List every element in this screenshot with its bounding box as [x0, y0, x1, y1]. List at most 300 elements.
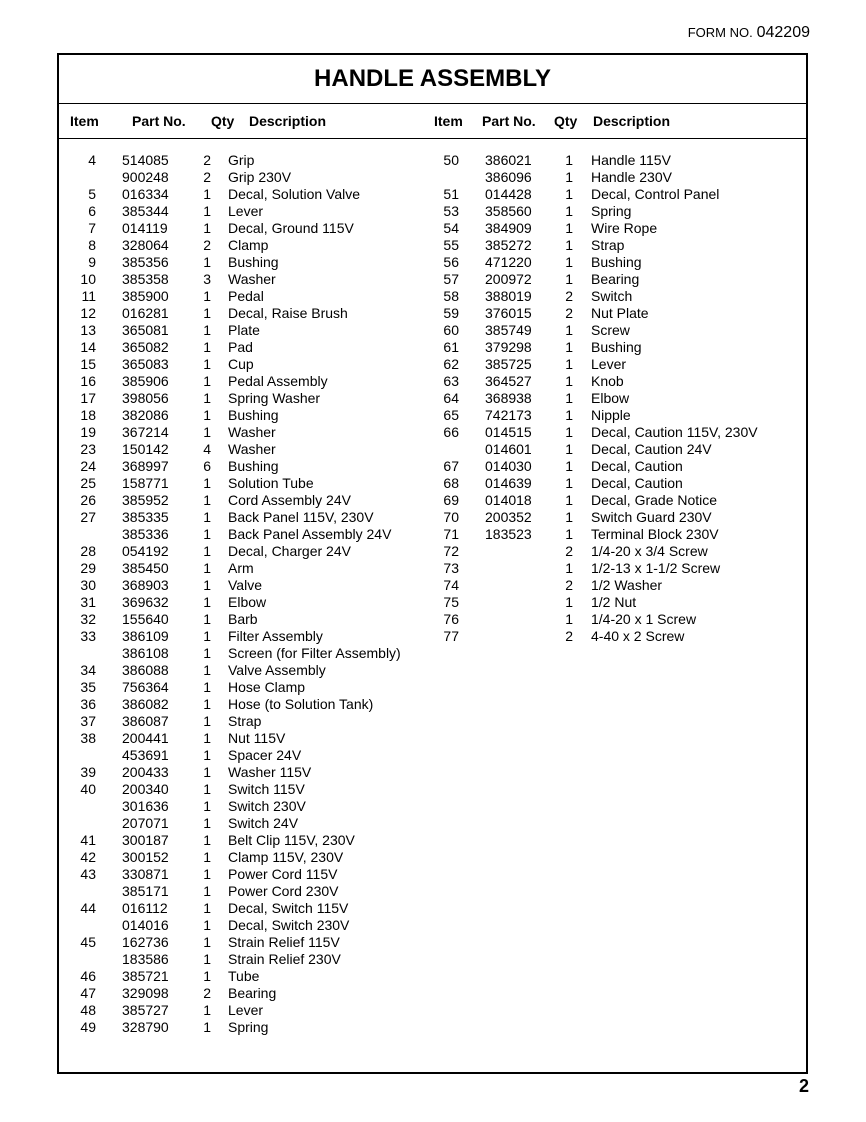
description: Spring: [228, 1019, 269, 1035]
table-row: [59, 696, 429, 713]
item-number: 36: [80, 696, 96, 712]
description: Switch Guard 230V: [591, 509, 712, 525]
part-number: 385721: [122, 968, 169, 984]
description: Handle 230V: [591, 169, 672, 185]
quantity: 1: [203, 390, 211, 406]
table-row: [59, 611, 429, 628]
header-desc-right: Description: [593, 113, 671, 129]
description: Bushing: [591, 254, 642, 270]
table-row: [59, 577, 429, 594]
table-row: [59, 373, 429, 390]
quantity: 1: [565, 169, 573, 185]
quantity: 1: [565, 254, 573, 270]
part-number: 386087: [122, 713, 169, 729]
part-number: 385356: [122, 254, 169, 270]
part-number: 328790: [122, 1019, 169, 1035]
part-number: 300187: [122, 832, 169, 848]
part-number: 200352: [485, 509, 532, 525]
quantity: 1: [203, 730, 211, 746]
table-row: [429, 577, 806, 594]
table-row: [59, 968, 429, 985]
quantity: 1: [203, 662, 211, 678]
quantity: 2: [565, 288, 573, 304]
quantity: 1: [203, 866, 211, 882]
table-row: [59, 407, 429, 424]
description: Terminal Block 230V: [591, 526, 719, 542]
description: Valve Assembly: [228, 662, 326, 678]
header-part-right: Part No.: [482, 113, 536, 129]
quantity: 2: [203, 152, 211, 168]
description: Decal, Charger 24V: [228, 543, 351, 559]
description: Pedal: [228, 288, 264, 304]
part-number: 386021: [485, 152, 532, 168]
quantity: 1: [565, 509, 573, 525]
table-row: [59, 424, 429, 441]
quantity: 1: [203, 798, 211, 814]
table-row: [59, 560, 429, 577]
table-row: [59, 832, 429, 849]
quantity: 1: [203, 747, 211, 763]
quantity: 1: [203, 254, 211, 270]
item-number: 17: [80, 390, 96, 406]
part-number: 471220: [485, 254, 532, 270]
part-number: 386096: [485, 169, 532, 185]
quantity: 1: [565, 560, 573, 576]
quantity: 1: [203, 1002, 211, 1018]
quantity: 1: [565, 594, 573, 610]
quantity: 1: [565, 322, 573, 338]
description: Decal, Control Panel: [591, 186, 720, 202]
item-number: 25: [80, 475, 96, 491]
table-row: [429, 492, 806, 509]
part-number: 200433: [122, 764, 169, 780]
part-number: 207071: [122, 815, 169, 831]
quantity: 1: [565, 390, 573, 406]
quantity: 1: [203, 526, 211, 542]
item-number: 77: [443, 628, 459, 644]
table-row: [59, 305, 429, 322]
table-row: [59, 186, 429, 203]
quantity: 1: [565, 424, 573, 440]
part-number: 367214: [122, 424, 169, 440]
description: Washer: [228, 441, 276, 457]
item-number: 15: [80, 356, 96, 372]
description: Switch 24V: [228, 815, 299, 831]
part-number: 150142: [122, 441, 169, 457]
quantity: 2: [565, 577, 573, 593]
part-number: 385344: [122, 203, 169, 219]
quantity: 1: [203, 832, 211, 848]
part-number: 300152: [122, 849, 169, 865]
quantity: 1: [565, 356, 573, 372]
table-row: [429, 322, 806, 339]
description: Valve: [228, 577, 262, 593]
table-row: [59, 543, 429, 560]
part-number: 368903: [122, 577, 169, 593]
description: Clamp 115V, 230V: [228, 849, 344, 865]
quantity: 1: [203, 815, 211, 831]
quantity: 1: [565, 373, 573, 389]
part-number: 183523: [485, 526, 532, 542]
item-number: 32: [80, 611, 96, 627]
item-number: 11: [81, 288, 96, 304]
part-number: 016334: [122, 186, 169, 202]
quantity: 2: [565, 305, 573, 321]
part-number: 200340: [122, 781, 169, 797]
table-row: [59, 815, 429, 832]
form-number-label: FORM NO.: [687, 25, 753, 40]
description: Nut Plate: [591, 305, 649, 321]
table-row: [429, 254, 806, 271]
table-row: [59, 509, 429, 526]
description: Bushing: [228, 254, 279, 270]
quantity: 1: [203, 322, 211, 338]
table-row: [59, 679, 429, 696]
table-row: [429, 458, 806, 475]
quantity: 1: [565, 220, 573, 236]
part-number: 398056: [122, 390, 169, 406]
table-row: [59, 390, 429, 407]
part-number: 386088: [122, 662, 169, 678]
item-number: 42: [80, 849, 96, 865]
item-number: 28: [80, 543, 96, 559]
table-row: [59, 220, 429, 237]
quantity: 1: [203, 577, 211, 593]
quantity: 1: [565, 492, 573, 508]
table-row: [59, 645, 429, 662]
quantity: 1: [203, 356, 211, 372]
item-number: 50: [443, 152, 459, 168]
quantity: 2: [565, 543, 573, 559]
description: Strain Relief 115V: [228, 934, 340, 950]
description: 4-40 x 2 Screw: [591, 628, 685, 644]
table-row: [59, 730, 429, 747]
table-row: [429, 594, 806, 611]
description: Hose Clamp: [228, 679, 306, 695]
item-number: 47: [80, 985, 96, 1001]
item-number: 26: [80, 492, 96, 508]
item-number: 6: [88, 203, 96, 219]
part-number: 742173: [485, 407, 532, 423]
item-number: 64: [443, 390, 459, 406]
item-number: 48: [80, 1002, 96, 1018]
quantity: 4: [203, 441, 211, 457]
quantity: 1: [203, 424, 211, 440]
description: 1/2 Nut: [591, 594, 637, 610]
item-number: 44: [80, 900, 96, 916]
item-number: 55: [443, 237, 459, 253]
item-number: 51: [443, 186, 459, 202]
table-row: [59, 271, 429, 288]
item-number: 43: [80, 866, 96, 882]
part-number: 014601: [485, 441, 532, 457]
description: 1/4-20 x 3/4 Screw: [591, 543, 708, 559]
table-row: [59, 237, 429, 254]
table-row: [59, 475, 429, 492]
item-number: 60: [443, 322, 459, 338]
quantity: 1: [565, 441, 573, 457]
quantity: 1: [565, 339, 573, 355]
quantity: 1: [565, 152, 573, 168]
part-number: 155640: [122, 611, 169, 627]
part-number: 368997: [122, 458, 169, 474]
quantity: 1: [565, 271, 573, 287]
description: Nut 115V: [228, 730, 286, 746]
header-part-left: Part No.: [132, 113, 186, 129]
item-number: 56: [443, 254, 459, 270]
description: Lever: [228, 203, 264, 219]
table-row: [59, 492, 429, 509]
quantity: 1: [203, 339, 211, 355]
item-number: 13: [80, 322, 96, 338]
table-row: [59, 152, 429, 169]
item-number: 67: [443, 458, 459, 474]
item-number: 49: [80, 1019, 96, 1035]
form-number-value: 042209: [756, 24, 810, 41]
quantity: 1: [203, 628, 211, 644]
table-row: [429, 475, 806, 492]
description: Pad: [228, 339, 253, 355]
table-row: [429, 271, 806, 288]
quantity: 1: [203, 220, 211, 236]
table-row: [59, 985, 429, 1002]
quantity: 1: [203, 492, 211, 508]
table-header: [59, 104, 806, 139]
header-qty-left: Qty: [211, 113, 235, 129]
part-number: 385952: [122, 492, 169, 508]
item-number: 39: [80, 764, 96, 780]
item-number: 75: [443, 594, 459, 610]
quantity: 1: [203, 594, 211, 610]
table-row: [429, 509, 806, 526]
item-number: 35: [80, 679, 96, 695]
item-number: 57: [443, 271, 459, 287]
quantity: 1: [203, 849, 211, 865]
quantity: 1: [203, 509, 211, 525]
part-number: 385900: [122, 288, 169, 304]
description: Power Cord 230V: [228, 883, 339, 899]
description: Decal, Switch 115V: [228, 900, 349, 916]
description: Barb: [228, 611, 258, 627]
quantity: 2: [203, 985, 211, 1001]
quantity: 1: [565, 475, 573, 491]
description: Pedal Assembly: [228, 373, 328, 389]
table-row: [429, 424, 806, 441]
item-number: 58: [443, 288, 459, 304]
description: Screw: [591, 322, 630, 338]
item-number: 76: [443, 611, 459, 627]
item-number: 9: [88, 254, 96, 270]
table-row: [59, 849, 429, 866]
description: Lever: [228, 1002, 264, 1018]
description: Strap: [591, 237, 625, 253]
part-number: 385272: [485, 237, 532, 253]
table-row: [429, 407, 806, 424]
part-number: 453691: [122, 747, 169, 763]
description: Back Panel Assembly 24V: [228, 526, 392, 542]
table-row: [59, 798, 429, 815]
table-row: [59, 441, 429, 458]
part-number: 376015: [485, 305, 532, 321]
item-number: 69: [443, 492, 459, 508]
quantity: 2: [203, 237, 211, 253]
quantity: 1: [203, 696, 211, 712]
quantity: 1: [203, 407, 211, 423]
table-row: [429, 203, 806, 220]
quantity: 1: [203, 288, 211, 304]
description: Switch 115V: [228, 781, 305, 797]
description: Elbow: [591, 390, 630, 406]
table-row: [59, 254, 429, 271]
description: Handle 115V: [591, 152, 671, 168]
part-number: 014030: [485, 458, 532, 474]
description: 1/4-20 x 1 Screw: [591, 611, 697, 627]
quantity: 1: [565, 186, 573, 202]
table-row: [59, 203, 429, 220]
description: Grip: [228, 152, 255, 168]
table-row: [59, 951, 429, 968]
quantity: 1: [203, 900, 211, 916]
description: Washer: [228, 424, 276, 440]
table-row: [59, 900, 429, 917]
quantity: 6: [203, 458, 211, 474]
quantity: 2: [565, 628, 573, 644]
item-number: 14: [80, 339, 96, 355]
description: Plate: [228, 322, 260, 338]
table-row: [429, 237, 806, 254]
item-number: 5: [88, 186, 96, 202]
table-row: [59, 1019, 429, 1036]
description: Spacer 24V: [228, 747, 302, 763]
description: Power Cord 115V: [228, 866, 338, 882]
description: Spring: [591, 203, 632, 219]
description: Decal, Ground 115V: [228, 220, 354, 236]
table-row: [429, 288, 806, 305]
table-row: [429, 220, 806, 237]
table-row: [59, 169, 429, 186]
item-number: 7: [88, 220, 96, 236]
table-row: [429, 390, 806, 407]
table-row: [59, 339, 429, 356]
item-number: 34: [80, 662, 96, 678]
item-number: 40: [80, 781, 96, 797]
item-number: 46: [80, 968, 96, 984]
description: Wire Rope: [591, 220, 658, 236]
item-number: 71: [443, 526, 459, 542]
table-row: [429, 169, 806, 186]
item-number: 31: [80, 594, 96, 610]
quantity: 1: [565, 611, 573, 627]
table-row: [59, 594, 429, 611]
item-number: 30: [80, 577, 96, 593]
quantity: 1: [203, 305, 211, 321]
item-number: 8: [88, 237, 96, 253]
table-row: [59, 883, 429, 900]
part-number: 014018: [485, 492, 532, 508]
part-number: 368938: [485, 390, 532, 406]
part-number: 385906: [122, 373, 169, 389]
item-number: 4: [88, 152, 96, 168]
quantity: 1: [565, 526, 573, 542]
quantity: 1: [565, 203, 573, 219]
part-number: 382086: [122, 407, 169, 423]
description: Decal, Grade Notice: [591, 492, 718, 508]
part-number: 385358: [122, 271, 169, 287]
part-number: 514085: [122, 152, 169, 168]
part-number: 364527: [485, 373, 532, 389]
table-row: [429, 356, 806, 373]
description: Strap: [228, 713, 262, 729]
form-number: [688, 24, 810, 42]
item-number: 72: [443, 543, 459, 559]
part-number: 385171: [122, 883, 169, 899]
part-number: 385725: [485, 356, 532, 372]
description: Spring Washer: [228, 390, 321, 406]
header-item-left: Item: [70, 113, 99, 129]
part-number: 329098: [122, 985, 169, 1001]
item-number: 10: [80, 271, 96, 287]
part-number: 365083: [122, 356, 169, 372]
quantity: 1: [203, 781, 211, 797]
description: Arm: [228, 560, 254, 576]
table-row: [59, 747, 429, 764]
quantity: 1: [203, 883, 211, 899]
description: Lever: [591, 356, 627, 372]
item-number: 16: [80, 373, 96, 389]
description: Nipple: [591, 407, 631, 423]
quantity: 1: [203, 917, 211, 933]
table-row: [59, 713, 429, 730]
description: Washer 115V: [228, 764, 312, 780]
part-number: 384909: [485, 220, 532, 236]
item-number: 63: [443, 373, 459, 389]
part-number: 358560: [485, 203, 532, 219]
description: Decal, Raise Brush: [228, 305, 348, 321]
table-row: [59, 322, 429, 339]
part-number: 301636: [122, 798, 169, 814]
part-number: 365081: [122, 322, 169, 338]
description: Knob: [591, 373, 624, 389]
item-number: 66: [443, 424, 459, 440]
header-qty-right: Qty: [554, 113, 578, 129]
part-number: 385336: [122, 526, 169, 542]
part-number: 365082: [122, 339, 169, 355]
quantity: 3: [203, 271, 211, 287]
part-number: 328064: [122, 237, 169, 253]
item-number: 54: [443, 220, 459, 236]
part-number: 379298: [485, 339, 532, 355]
quantity: 1: [203, 645, 211, 661]
table-row: [59, 526, 429, 543]
part-number: 014016: [122, 917, 169, 933]
table-row: [429, 152, 806, 169]
part-number: 014639: [485, 475, 532, 491]
item-number: 68: [443, 475, 459, 491]
quantity: 1: [203, 764, 211, 780]
parts-column-left: [59, 152, 429, 1036]
description: Filter Assembly: [228, 628, 323, 644]
item-number: 18: [80, 407, 96, 423]
description: Switch: [591, 288, 633, 304]
quantity: 1: [565, 237, 573, 253]
part-number: 330871: [122, 866, 169, 882]
item-number: 74: [443, 577, 459, 593]
part-number: 158771: [122, 475, 169, 491]
parts-column-right: [429, 152, 806, 645]
description: Grip 230V: [228, 169, 292, 185]
part-number: 054192: [122, 543, 169, 559]
quantity: 1: [203, 203, 211, 219]
